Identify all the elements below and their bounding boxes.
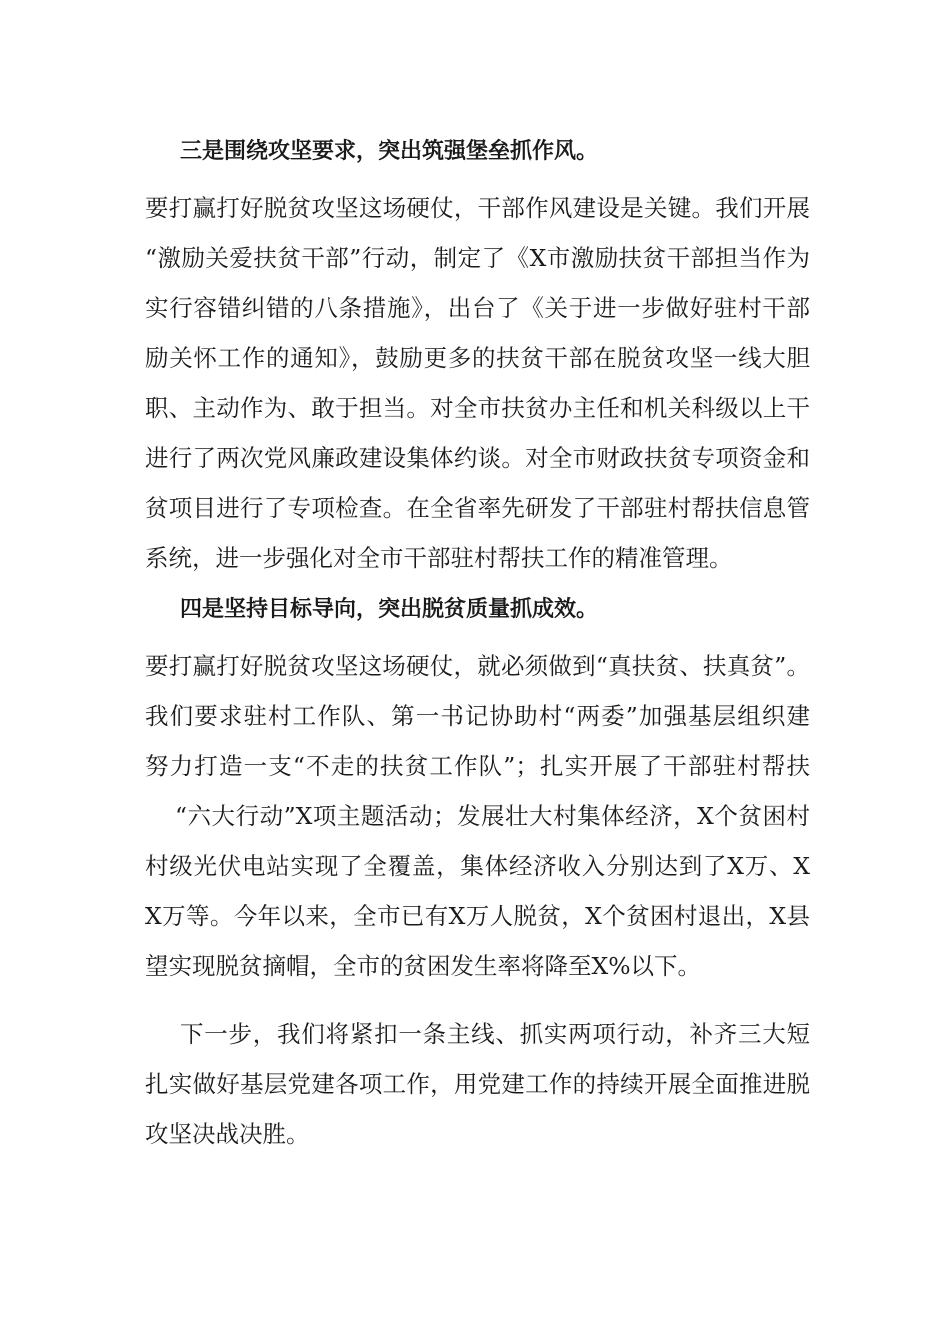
paragraph-line: 职、主动作为、敢于担当。对全市扶贫办主任和机关科级以上干 [145,394,810,422]
paragraph-line: 要打赢打好脱贫攻坚这场硬仗，就必须做到“真扶贫、扶真贫”。 [145,652,810,680]
paragraph-line: 村级光伏电站实现了全覆盖，集体经济收入分别达到了X万、X [145,852,810,880]
paragraph-line: 我们要求驻村工作队、第一书记协助村“两委”加强基层组织建 [145,702,810,730]
paragraph-line: 贫项目进行了专项检查。在全省率先研发了干部驻村帮扶信息管 [145,494,810,522]
paragraph-line: 励关怀工作的通知》，鼓励更多的扶贫干部在脱贫攻坚一线大胆 [145,344,810,372]
paragraph-line: 系统，进一步强化对全市干部驻村帮扶工作的精准管理。 [145,544,733,572]
paragraph-line: 望实现脱贫摘帽，全市的贫困发生率将降至X%以下。 [145,952,702,980]
paragraph-line: 攻坚决战决胜。 [145,1120,310,1148]
section-heading: 四是坚持目标导向，突出脱贫质量抓成效。 [180,597,599,622]
paragraph-line: 扎实做好基层党建各项工作，用党建工作的持续开展全面推进脱 [145,1070,810,1098]
paragraph-line: 进行了两次党风廉政建设集体约谈。对全市财政扶贫专项资金和 [145,444,810,472]
paragraph-line: 要打赢打好脱贫攻坚这场硬仗，干部作风建设是关键。我们开展 [145,194,810,222]
paragraph-line: 努力打造一支“不走的扶贫工作队”；扎实开展了干部驻村帮扶 [145,752,810,780]
section-heading: 三是围绕攻坚要求，突出筑强堡垒抓作风。 [180,139,599,164]
paragraph-line: “激励关爱扶贫干部”行动，制定了《X市激励扶贫干部担当作为 [145,244,810,272]
paragraph-line: 实行容错纠错的八条措施》，出台了《关于进一步做好驻村干部 [145,294,810,322]
paragraph-line: 下一步，我们将紧扣一条主线、抓实两项行动，补齐三大短 [180,1020,810,1048]
paragraph-line: “六大行动”X项主题活动；发展壮大村集体经济，X个贫困村 [175,802,810,830]
paragraph-line: X万等。今年以来，全市已有X万人脱贫，X个贫困村退出，X县 [145,902,810,930]
